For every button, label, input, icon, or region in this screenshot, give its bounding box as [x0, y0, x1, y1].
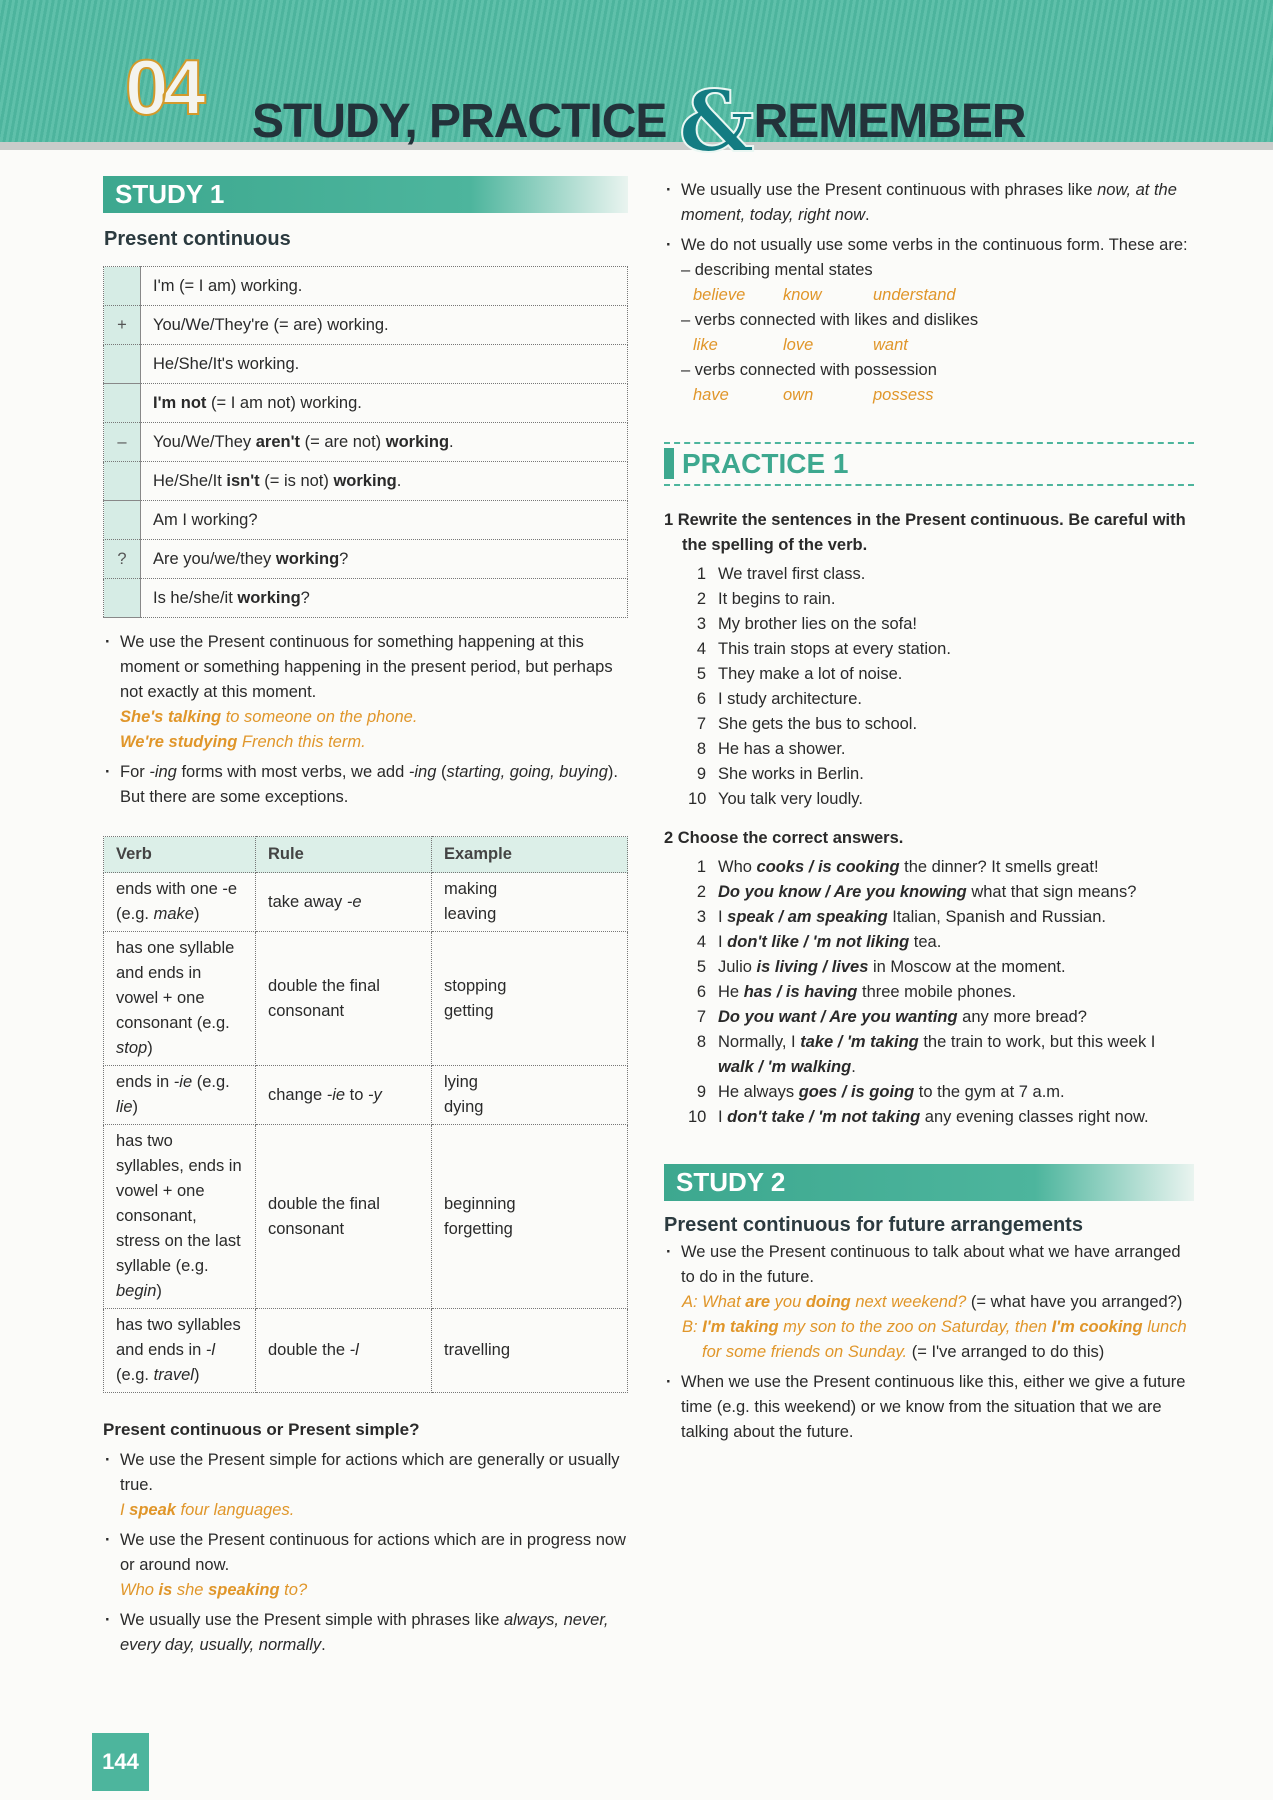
form-cell [141, 579, 628, 618]
bullet: · When we use the Present continuous like this, either we give a future time (e.g. this weekend) or we know from the situation that we are talking about the future. [664, 1370, 1194, 1445]
group-label: – verbs connected with possession [681, 361, 937, 379]
text-segment: French this term. [237, 733, 366, 751]
text-segment: isn't [226, 471, 260, 490]
example-word: lying [444, 1073, 478, 1091]
exercise-item [688, 980, 1194, 1005]
text-segment: Julio [718, 958, 757, 976]
text-segment: -ing [149, 763, 177, 781]
text-segment: I'm not [153, 393, 207, 412]
page-number: 144 [92, 1733, 149, 1791]
text-segment: . [321, 1636, 326, 1654]
verb: understand [873, 286, 956, 304]
bullet [103, 760, 628, 810]
verb: have [693, 386, 729, 404]
exercise-item [688, 1030, 1194, 1080]
item-text: I study architecture. [718, 690, 862, 708]
text-segment: working [275, 549, 340, 568]
text-segment: (= what have you arranged?) [966, 1293, 1183, 1311]
form-cell [141, 501, 628, 540]
text-segment: ends in [116, 1073, 174, 1091]
example-word: dying [444, 1098, 484, 1116]
section-heading: Present continuous [104, 228, 291, 250]
text-segment: Italian, Spanish and Russian. [887, 908, 1106, 926]
rule-cell [256, 873, 432, 932]
sign-cell [104, 345, 141, 384]
exercise-item [688, 955, 1194, 980]
form-cell [141, 345, 628, 384]
example-word: forgetting [444, 1219, 513, 1238]
spelling-table [103, 836, 628, 1393]
text-segment: speaking [208, 1581, 280, 1599]
text-segment: speak [129, 1501, 176, 1519]
text-segment: working [237, 588, 301, 607]
example-word: leaving [444, 905, 497, 923]
table-row [104, 423, 628, 462]
text-segment: double the [268, 1341, 350, 1359]
rule-cell [256, 1309, 432, 1393]
text-segment: you [770, 1293, 806, 1311]
text-segment: any more bread? [957, 1008, 1087, 1026]
item-text [718, 905, 1106, 930]
form-cell [141, 384, 628, 423]
text-segment: always, never, every day, usually, normally [120, 1611, 609, 1654]
item-text [718, 1005, 1087, 1030]
group-label: – describing mental states [681, 261, 873, 279]
example [664, 1315, 1194, 1365]
text-segment: my son to the zoo on Saturday, then [778, 1318, 1052, 1336]
text-segment: Are you/we/they [153, 549, 276, 568]
form-cell [141, 462, 628, 501]
text-segment: I'm taking [702, 1318, 779, 1336]
study1-banner: STUDY 1 [103, 176, 628, 213]
text-segment: double the final consonant [268, 976, 380, 1020]
item-text [718, 1105, 1149, 1130]
text-segment: four languages. [175, 1501, 295, 1519]
example-cell [432, 1125, 628, 1309]
text-segment: take away [268, 892, 347, 911]
item-number: 10 [688, 790, 707, 808]
verb-cell [104, 932, 256, 1066]
verb: love [783, 336, 814, 354]
text-segment: aren't [255, 432, 301, 451]
chapter-header [0, 0, 1273, 171]
text-segment: forms with most verbs, we add [176, 763, 409, 781]
forms-table [103, 266, 628, 618]
item-number: 3 [696, 615, 706, 633]
study2-banner: STUDY 2 [664, 1164, 1194, 1201]
text-segment: next weekend? [850, 1293, 967, 1311]
text-segment: ) [156, 1282, 162, 1300]
text-segment: has two syllables and ends in [116, 1316, 241, 1359]
text-segment: ) [193, 1366, 200, 1384]
exercise-item [688, 562, 1194, 587]
group-label: – verbs connected with likes and dislikes [681, 311, 979, 329]
text-segment: speak / am speaking [727, 908, 888, 926]
banner-label: PRACTICE 1 [664, 448, 848, 479]
item-number: 4 [696, 640, 706, 658]
form-cell [141, 267, 628, 306]
item-number: 7 [696, 1008, 706, 1026]
text-segment: (= I am not) working. [206, 393, 362, 412]
exercise-item [688, 855, 1194, 880]
text-segment: -l [205, 1341, 216, 1359]
text-segment: working [333, 471, 397, 490]
exercise-2-items [688, 855, 1194, 1130]
text-segment: . [449, 432, 454, 451]
exercise-item [688, 1080, 1194, 1105]
text-segment: I [718, 908, 728, 926]
text-segment: has one syllable and ends in vowel + one consonant (e.g. [116, 939, 235, 1032]
text-segment: Who [120, 1581, 159, 1599]
ampersand-logo: & [678, 72, 754, 171]
text-segment: cooks / is cooking [756, 858, 900, 876]
text-segment: I'm (= I am) working. [153, 276, 303, 295]
title-part: REMEMBER [753, 95, 1026, 148]
rule-cell [256, 1125, 432, 1309]
right-column [664, 178, 1194, 1445]
text-segment: ? [339, 549, 349, 568]
chapter-number: 04 [125, 43, 200, 131]
example-cell [432, 1066, 628, 1125]
text-segment: -ie [326, 1085, 346, 1104]
exercise-item [688, 737, 1194, 762]
column-header: Verb [104, 837, 256, 873]
text-segment: working [385, 432, 450, 451]
text-segment: Do you want / Are you wanting [718, 1008, 958, 1026]
verb-list [681, 333, 1194, 358]
item-number: 7 [696, 715, 706, 733]
item-number: 2 [696, 590, 706, 608]
example [103, 705, 628, 730]
rule-cell [256, 932, 432, 1066]
exercise-item [688, 930, 1194, 955]
text-segment: ). But there are some exceptions. [120, 763, 619, 806]
text-segment: ) [147, 1039, 153, 1057]
text-segment: Do you know / Are you knowing [718, 883, 967, 901]
sign-cell [104, 579, 141, 618]
exercise-item [688, 880, 1194, 905]
item-text [718, 955, 1066, 980]
text-segment: doing [805, 1293, 851, 1311]
item-number: 6 [696, 690, 706, 708]
item-text: We travel first class. [718, 565, 866, 583]
bullet: · We use the Present simple for actions which are generally or usually true. [103, 1448, 628, 1498]
table-row [104, 579, 628, 618]
verb: believe [693, 286, 746, 304]
exercise-item [688, 612, 1194, 637]
text-segment: I [120, 1501, 130, 1519]
text-segment: B: [682, 1318, 703, 1336]
bullet: · We use the Present continuous for actions which are in progress now or around now. [103, 1528, 628, 1578]
item-number: 4 [696, 933, 706, 951]
rule-cell [256, 1066, 432, 1125]
item-text: You talk very loudly. [718, 790, 863, 808]
text-segment: to? [279, 1581, 308, 1599]
text-segment: is [158, 1581, 173, 1599]
text-segment: Is he/she/it [153, 588, 238, 607]
sign-cell: ? [104, 540, 141, 579]
text-segment: now, at the moment, today, right now [681, 181, 1177, 224]
exercise-item [688, 712, 1194, 737]
text-segment: ends with one -e (e.g. [116, 880, 238, 923]
text-segment: I'm cooking [1051, 1318, 1143, 1336]
table-row [104, 932, 628, 1066]
text-segment: He [718, 983, 744, 1001]
text-segment: We usually use the Present continuous with phrases like [681, 181, 1098, 199]
item-number: 9 [696, 765, 706, 783]
title-part: STUDY, PRACTICE [252, 95, 679, 148]
text-segment: double the final consonant [268, 1194, 380, 1238]
text-segment: don't take / 'm not taking [727, 1108, 921, 1126]
table-row [104, 501, 628, 540]
verb: own [783, 386, 814, 404]
table-row [104, 1066, 628, 1125]
text-segment: has two syllables, ends in vowel + one consonant, stress on the last syllable (e.g. [116, 1132, 242, 1275]
item-text: They make a lot of noise. [718, 665, 903, 683]
exercise-1-items [688, 562, 1194, 812]
exercise-heading: 2 Choose the correct answers. [664, 829, 904, 847]
verb: possess [873, 386, 934, 404]
text-segment: -ie [173, 1073, 193, 1091]
text-segment: He/She/It's working. [153, 354, 300, 373]
item-text: She gets the bus to school. [718, 715, 918, 733]
example-word: getting [444, 1001, 494, 1020]
item-text [718, 880, 1136, 905]
text-segment: I [718, 1108, 728, 1126]
sign-cell [104, 384, 141, 423]
text-segment: Am I working? [153, 510, 258, 529]
item-number: 8 [696, 1033, 706, 1051]
item-number: 10 [688, 1108, 707, 1126]
sign-cell: + [104, 306, 141, 345]
text-segment: -e [346, 892, 362, 911]
form-cell [141, 423, 628, 462]
text-segment: has / is having [743, 983, 858, 1001]
table-row [104, 540, 628, 579]
sign-cell [104, 267, 141, 306]
verb-cell [104, 873, 256, 932]
exercise-item [688, 587, 1194, 612]
section-heading: Present continuous for future arrangements [664, 1214, 1083, 1236]
sign-cell [104, 462, 141, 501]
example-cell [432, 932, 628, 1066]
exercise-heading: 1 Rewrite the sentences in the Present continuous. Be careful with the spelling of the verb. [664, 511, 1186, 554]
example [103, 730, 628, 755]
text-segment: ? [300, 588, 310, 607]
example-word: travelling [444, 1341, 511, 1359]
chapter-title [252, 72, 1026, 171]
exercise-item [688, 905, 1194, 930]
table-row [104, 1125, 628, 1309]
example [103, 1578, 628, 1603]
text-segment: (e.g. [192, 1073, 230, 1091]
verb: know [783, 286, 822, 304]
exercise-item [688, 762, 1194, 787]
header-row [104, 837, 628, 873]
text-segment: starting, going, buying [446, 763, 608, 781]
table-row [104, 1309, 628, 1393]
text-segment: to [345, 1085, 368, 1104]
text-segment: For [120, 763, 150, 781]
text-segment: -ing [408, 763, 437, 781]
text-segment: lie [116, 1098, 133, 1116]
text-segment: she [172, 1581, 209, 1599]
bullet: · We use the Present continuous to talk about what we have arranged to do in the future. [664, 1240, 1194, 1290]
item-number: 2 [696, 883, 706, 901]
item-text [718, 1080, 1065, 1105]
text-segment: -y [368, 1085, 382, 1104]
item-text [718, 855, 1099, 880]
bullet: · We use the Present continuous for something happening at this moment or something happening in the present period, but perhaps not exactly at this moment. [103, 630, 628, 705]
text-segment: take / 'm taking [800, 1033, 919, 1051]
exercise-item [688, 1105, 1194, 1130]
item-number: 3 [696, 908, 706, 926]
form-cell [141, 540, 628, 579]
verb-cell [104, 1125, 256, 1309]
item-number: 8 [696, 740, 706, 758]
sign-cell: – [104, 423, 141, 462]
verb-list [681, 383, 1194, 408]
example-word: stopping [444, 976, 507, 995]
bullet [664, 178, 1194, 228]
text-segment: don't like / 'm not liking [727, 933, 910, 951]
column-header: Example [432, 837, 628, 873]
verb: like [693, 336, 718, 354]
left-column [103, 176, 628, 1658]
table-row [104, 384, 628, 423]
table-row [104, 345, 628, 384]
text-segment: walk / 'm walking [718, 1058, 852, 1076]
text-segment: to someone on the phone. [221, 708, 418, 726]
text-segment: three mobile phones. [857, 983, 1017, 1001]
bullet: · We do not usually use some verbs in the continuous form. These are: [664, 233, 1194, 258]
text-segment: We're studying [120, 733, 238, 751]
column-header: Rule [256, 837, 432, 873]
example [103, 1498, 628, 1523]
text-segment: He always [718, 1083, 799, 1101]
table-row [104, 462, 628, 501]
text-segment: (= are not) [300, 432, 386, 451]
example-word: making [444, 880, 498, 898]
text-segment: (= is not) [259, 471, 334, 490]
text-segment: Who [718, 858, 757, 876]
table-row [104, 267, 628, 306]
text-segment: -l [349, 1341, 359, 1359]
table-row [104, 873, 628, 932]
text-segment: stop [116, 1039, 148, 1057]
text-segment: You/We/They [153, 432, 256, 451]
exercise-item [688, 1005, 1194, 1030]
text-segment: the train to work, but this week I [918, 1033, 1156, 1051]
practice1-banner [664, 442, 1194, 486]
text-segment: travel [153, 1366, 194, 1384]
text-segment: We usually use the Present simple with phrases like [120, 1611, 504, 1629]
text-segment: change [268, 1085, 327, 1104]
text-segment: (= I've arranged to do this) [907, 1343, 1105, 1361]
text-segment: goes / is going [798, 1083, 915, 1101]
item-text [718, 1030, 1194, 1080]
table-row [104, 306, 628, 345]
verb-list [681, 283, 1194, 308]
item-text [718, 930, 941, 955]
text-segment: . [851, 1058, 856, 1076]
verb-cell [104, 1309, 256, 1393]
item-text [718, 980, 1016, 1005]
text-segment: . [396, 471, 402, 490]
example-word: beginning [444, 1194, 516, 1213]
text-segment: to the gym at 7 a.m. [914, 1083, 1065, 1101]
exercise-item [688, 687, 1194, 712]
example-cell [432, 1309, 628, 1393]
exercise-item [688, 662, 1194, 687]
verb-groups [664, 258, 1194, 408]
form-cell [141, 306, 628, 345]
example [664, 1290, 1194, 1315]
text-segment: lunch for some friends on Sunday. [702, 1318, 1187, 1361]
text-segment: She's talking [120, 708, 222, 726]
text-segment: I [718, 933, 728, 951]
text-segment: begin [116, 1282, 157, 1300]
text-segment: A: What [682, 1293, 746, 1311]
exercise-item [688, 637, 1194, 662]
example-cell [432, 873, 628, 932]
text-segment: are [745, 1293, 771, 1311]
text-segment: . [865, 206, 870, 224]
text-segment: make [153, 905, 194, 923]
sign-cell [104, 501, 141, 540]
text-segment: tea. [909, 933, 942, 951]
text-segment: is living / lives [756, 958, 869, 976]
item-number: 5 [696, 665, 706, 683]
text-segment: You/We/They're (= are) working. [153, 315, 389, 334]
item-text: She works in Berlin. [718, 765, 864, 783]
item-number: 1 [696, 858, 706, 876]
item-text: He has a shower. [718, 740, 846, 758]
item-number: 9 [696, 1083, 706, 1101]
text-segment: (e.g. [116, 1366, 154, 1384]
item-number: 6 [696, 983, 706, 1001]
item-number: 1 [696, 565, 706, 583]
text-segment: ) [193, 905, 200, 923]
verb: want [873, 336, 908, 354]
text-segment: ) [132, 1098, 139, 1116]
item-number: 5 [696, 958, 706, 976]
text-segment: any evening classes right now. [920, 1108, 1149, 1126]
text-segment: what that sign means? [966, 883, 1137, 901]
exercise-item [688, 787, 1194, 812]
item-text: It begins to rain. [718, 590, 836, 608]
bullet [103, 1608, 628, 1658]
item-text: My brother lies on the sofa! [718, 615, 918, 633]
text-segment: Normally, I [718, 1033, 801, 1051]
section-heading: Present continuous or Present simple? [103, 1420, 420, 1439]
text-segment: ( [436, 763, 447, 781]
item-text: This train stops at every station. [718, 640, 951, 658]
verb-cell [104, 1066, 256, 1125]
text-segment: in Moscow at the moment. [868, 958, 1066, 976]
text-segment: He/She/It [153, 471, 227, 490]
text-segment: the dinner? It smells great! [899, 858, 1099, 876]
